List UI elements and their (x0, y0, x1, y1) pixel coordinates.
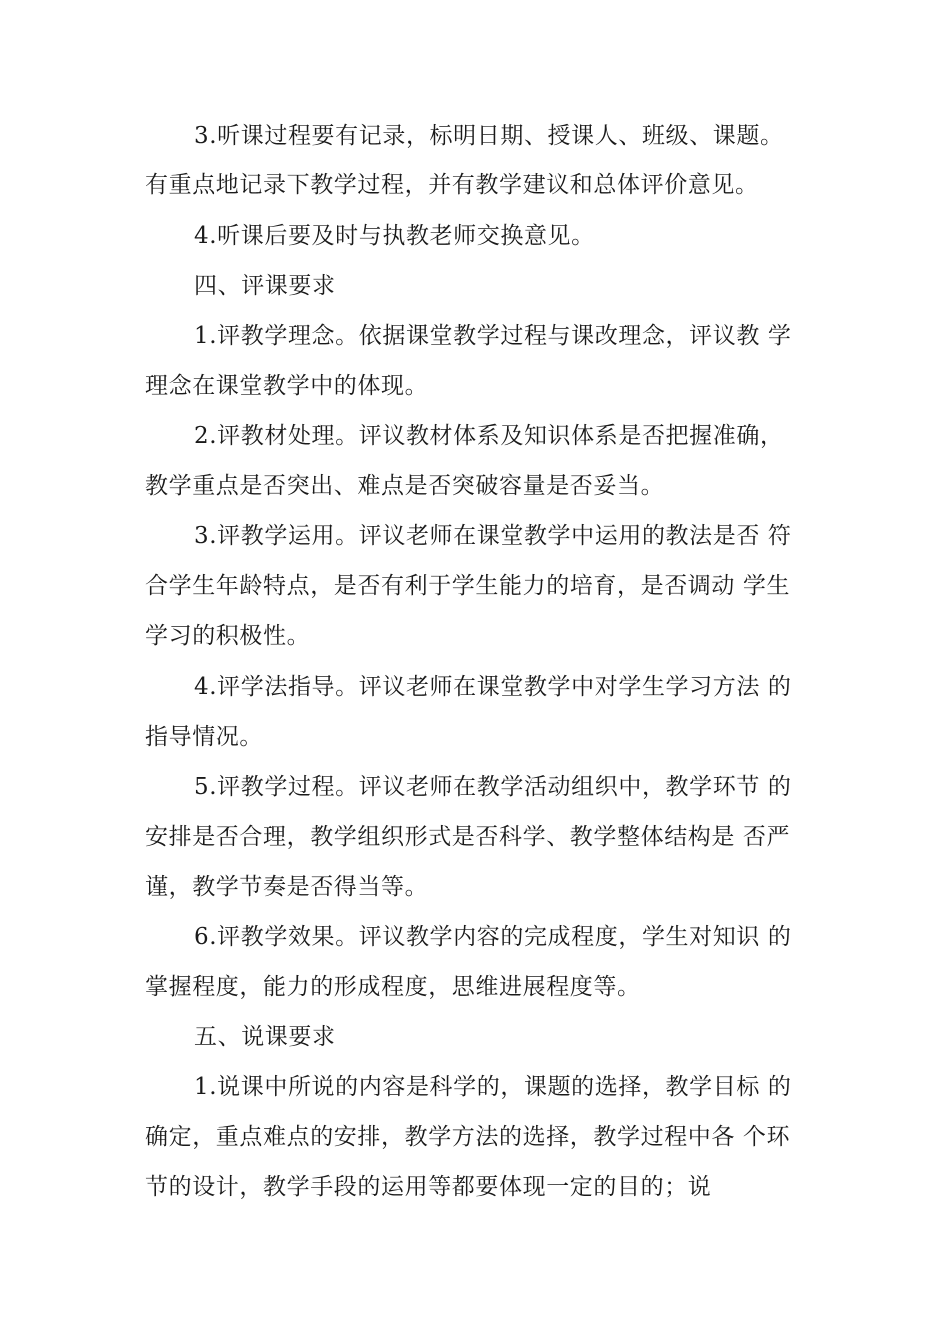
paragraph-line: 教学重点是否突出、难点是否突破容量是否妥当。 (145, 473, 665, 499)
paragraph-line: 有重点地记录下教学过程，并有教学建议和总体评价意见。 (145, 172, 759, 198)
paragraph-line: 5.评教学过程。评议老师在教学活动组织中，教学环节 的 (194, 774, 792, 800)
section-heading: 四、评课要求 (194, 273, 336, 299)
paragraph-line: 确定，重点难点的安排，教学方法的选择，教学过程中各 个环 (145, 1124, 791, 1150)
section-heading: 五、说课要求 (194, 1024, 336, 1050)
paragraph-line: 节的设计，教学手段的运用等都要体现一定的目的；说 (145, 1174, 712, 1200)
paragraph-line: 掌握程度，能力的形成程度，思维进展程度等。 (145, 974, 641, 1000)
paragraph-line: 4.评学法指导。评议老师在课堂教学中对学生学习方法 的 (194, 674, 792, 700)
paragraph-line: 6.评教学效果。评议教学内容的完成程度，学生对知识 的 (194, 924, 792, 950)
paragraph-line: 3.听课过程要有记录，标明日期、授课人、班级、课题。 (194, 123, 784, 149)
paragraph-line: 指导情况。 (145, 724, 263, 750)
paragraph-line: 4.听课后要及时与执教老师交换意见。 (194, 223, 595, 249)
paragraph-line: 学习的积极性。 (145, 623, 311, 649)
paragraph-line: 2.评教材处理。评议教材体系及知识体系是否把握准确， (194, 423, 784, 449)
paragraph-line: 安排是否合理，教学组织形式是否科学、教学整体结构是 否严 (145, 824, 791, 850)
paragraph-line: 1.说课中所说的内容是科学的，课题的选择，教学目标 的 (194, 1074, 792, 1100)
paragraph-line: 理念在课堂教学中的体现。 (145, 373, 429, 399)
paragraph-line: 3.评教学运用。评议老师在课堂教学中运用的教法是否 符 (194, 523, 792, 549)
paragraph-line: 谨，教学节奏是否得当等。 (145, 874, 429, 900)
paragraph-line: 合学生年龄特点，是否有利于学生能力的培育，是否调动 学生 (145, 573, 791, 599)
paragraph-line: 1.评教学理念。依据课堂教学过程与课改理念，评议教 学 (194, 323, 792, 349)
